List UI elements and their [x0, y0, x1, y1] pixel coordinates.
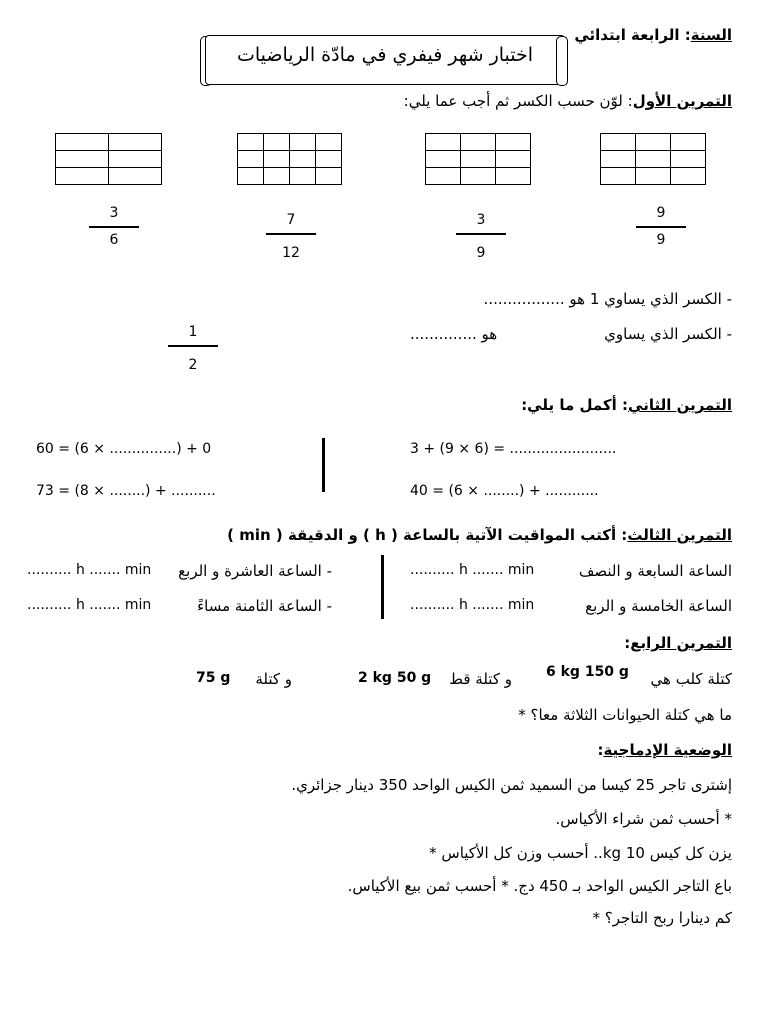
fraction-4-bar: [89, 226, 139, 228]
fraction-2-bar: [456, 233, 506, 235]
ex3-item-3-label: الساعة الخامسة و الربع: [585, 597, 732, 615]
fraction-grid-2[interactable]: [425, 133, 531, 185]
ex1-question-1: - الكسر الذي يساوي 1 هو .................: [483, 290, 732, 308]
ex3-item-4-label: - الساعة الثامنة مساءً: [197, 597, 332, 615]
ex2-divider: [322, 438, 325, 492]
ex4-text-b: و كتلة قط: [449, 670, 512, 688]
fraction-3-bar: [266, 233, 316, 235]
situation-line-2: * أحسب ثمن شراء الأكياس.: [555, 810, 732, 828]
ex2-instruction: : أكمل ما يلي:: [521, 396, 629, 414]
situation-line-1: إشترى تاجر 25 كيسا من السميد ثمن الكيس الواحد 350 دينار جزائري.: [291, 776, 732, 794]
scroll-curl-right: [556, 36, 568, 86]
fraction-grid-3[interactable]: [237, 133, 342, 185]
fraction-4-den: 6: [109, 232, 119, 248]
half-num: 1: [188, 324, 198, 340]
ex1-question-2a: - الكسر الذي يساوي: [604, 325, 732, 343]
situation-line-3: يزن كل كيس 10 kg.. أحسب وزن كل الأكياس *: [429, 844, 732, 862]
ex4-mass-a: 6 kg 150 g: [546, 664, 629, 680]
fraction-grid-4[interactable]: [55, 133, 162, 185]
year-label: السنة: [690, 26, 732, 44]
fraction-1-den: 9: [656, 232, 666, 248]
fraction-2: [456, 212, 506, 261]
ex4-heading: التمرين الرابع: [630, 634, 732, 652]
ex2-eq-2: 60 = (6 × ...............) + 0: [36, 441, 212, 457]
ex1-heading: التمرين الأول: [632, 92, 732, 110]
fraction-1-bar: [636, 226, 686, 228]
ex2-eq-3: 40 = (6 × ........) + ............: [410, 483, 599, 499]
school-year: [574, 26, 732, 44]
ex3-item-1-label: الساعة السابعة و النصف: [578, 562, 732, 580]
ex3-divider: [381, 555, 384, 619]
ex4-text-a: كتلة كلب هي: [650, 670, 732, 688]
fraction-1: [636, 205, 686, 248]
fraction-1-num: 9: [656, 205, 666, 221]
ex3-item-2-label: - الساعة العاشرة و الربع: [178, 562, 332, 580]
ex3-item-1-answer: .......... h ....... min: [410, 562, 535, 578]
half-fraction: [168, 324, 218, 373]
ex2-heading-line: [521, 396, 732, 414]
ex4-heading-line: [624, 634, 732, 652]
fraction-3-num: 7: [286, 212, 296, 228]
ex3-item-2-answer: .......... h ....... min: [27, 562, 152, 578]
situation-line-4: باع التاجر الكيس الواحد بـ 450 دج. * أحسب ثمن بيع الأكياس.: [347, 877, 732, 895]
title-scroll: [205, 35, 565, 85]
ex3-heading: التمرين الثالث: [627, 526, 732, 544]
fraction-2-num: 3: [476, 212, 486, 228]
situation-heading: الوضعية الإدماجية: [603, 741, 732, 759]
ex2-eq-1: 3 + (9 × 6) = ........................: [410, 441, 617, 457]
ex4-question: ما هي كتلة الحيوانات الثلاثة معا؟ *: [518, 706, 732, 724]
half-den: 2: [188, 357, 198, 373]
fraction-3-den: 12: [282, 245, 300, 261]
fraction-grid-1[interactable]: [600, 133, 706, 185]
ex3-heading-line: [227, 526, 732, 544]
fraction-4: [89, 205, 139, 248]
ex2-eq-4: 73 = (8 × ........) + ..........: [36, 483, 216, 499]
ex1-question-2b: هو ..............: [410, 325, 498, 343]
year-value: : الرابعة ابتدائي: [574, 26, 691, 44]
fraction-3: [266, 212, 316, 261]
page-title: اختبار شهر فيفري في مادّة الرياضيات: [236, 44, 534, 66]
fraction-4-num: 3: [109, 205, 119, 221]
ex2-heading: التمرين الثاني: [628, 396, 732, 414]
fraction-2-den: 9: [476, 245, 486, 261]
half-bar: [168, 345, 218, 347]
ex1-instruction: : لوّن حسب الكسر ثم أجب عما يلي:: [403, 92, 633, 110]
ex3-item-4-answer: .......... h ....... min: [27, 597, 152, 613]
ex3-instruction: : أكتب المواقيت الآتية بالساعة ( h ) و الدقيقة ( min ): [227, 526, 628, 544]
ex4-mass-c: 75 g: [196, 670, 231, 686]
ex1-heading-line: [404, 92, 732, 110]
situation-line-5: كم دينارا ربح التاجر؟ *: [592, 909, 732, 927]
ex4-colon: :: [624, 634, 631, 652]
ex4-text-c: و كتلة: [255, 670, 292, 688]
ex3-item-3-answer: .......... h ....... min: [410, 597, 535, 613]
situation-colon: :: [597, 741, 604, 759]
ex4-mass-b: 2 kg 50 g: [358, 670, 432, 686]
situation-heading-line: [597, 741, 732, 759]
